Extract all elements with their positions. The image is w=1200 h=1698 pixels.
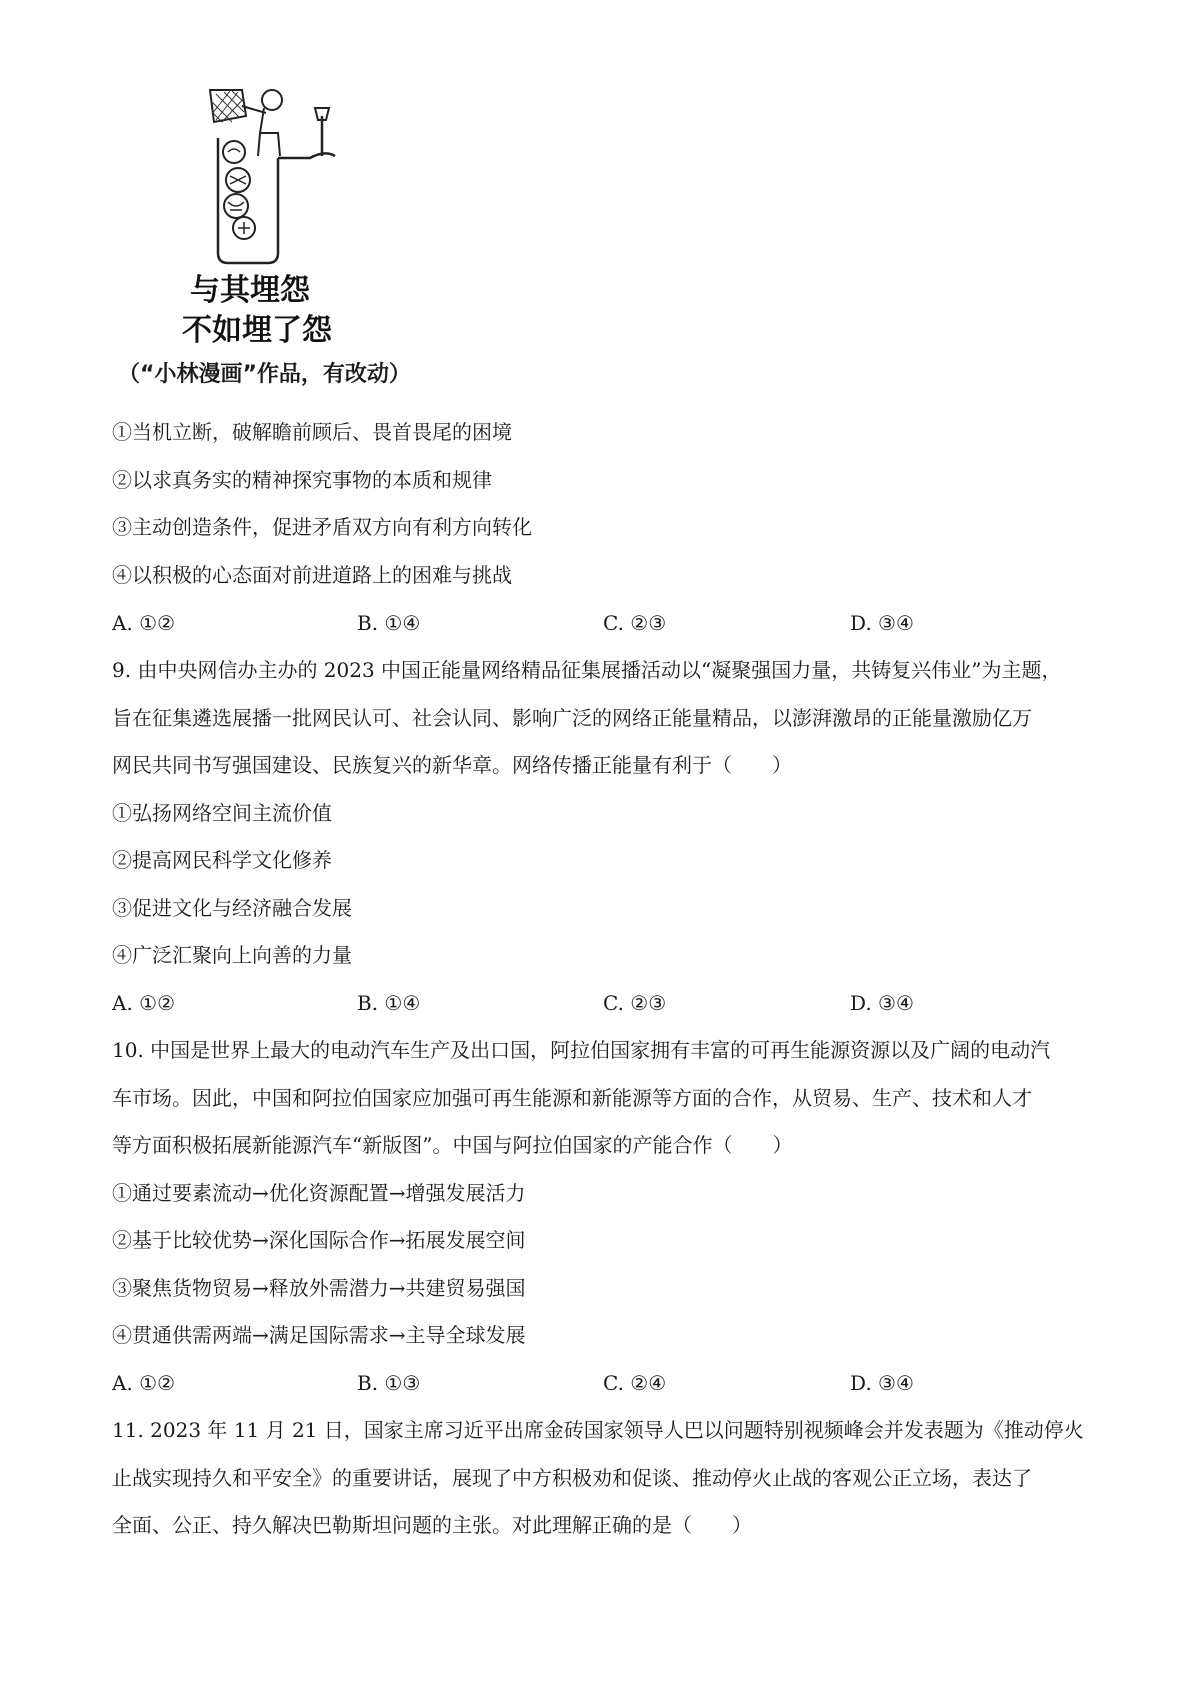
- q10-option-c: C. ②④: [603, 1371, 667, 1395]
- cartoon-drawing: [160, 78, 380, 348]
- q8-option-d: D. ③④: [850, 611, 914, 635]
- cartoon-text-line2: 不如埋了怨: [182, 313, 332, 348]
- q8-option-c: C. ②③: [603, 611, 667, 635]
- q8-item-2: ②以求真务实的精神探究事物的本质和规律: [112, 468, 492, 492]
- q9-item-1: ①弘扬网络空间主流价值: [112, 801, 332, 825]
- q9-option-a: A. ①②: [112, 991, 176, 1015]
- q9-item-3: ③促进文化与经济融合发展: [112, 896, 352, 920]
- q9-option-b: B. ①④: [357, 991, 421, 1015]
- q10-option-d: D. ③④: [850, 1371, 914, 1395]
- q9-stem-line-1: 9. 由中央网信办主办的 2023 中国正能量网络精品征集展播活动以“凝聚强国力量，共铸复兴伟业”为主题，: [112, 658, 1062, 682]
- q10-option-a: A. ①②: [112, 1371, 176, 1395]
- q8-item-4: ④以积极的心态面对前进道路上的困难与挑战: [112, 563, 512, 587]
- q10-stem-line-1: 10. 中国是世界上最大的电动汽车生产及出口国，阿拉伯国家拥有丰富的可再生能源资源以及广阔的电动汽: [112, 1038, 1051, 1062]
- cartoon-caption: （“小林漫画”作品，有改动）: [118, 362, 411, 387]
- q11-stem-line-1: 11. 2023 年 11 月 21 日，国家主席习近平出席金砖国家领导人巴以问题特别视频峰会并发表题为《推动停火: [112, 1418, 1084, 1442]
- q8-option-a: A. ①②: [112, 611, 176, 635]
- q8-item-1: ①当机立断，破解瞻前顾后、畏首畏尾的困境: [112, 420, 512, 444]
- q10-item-1: ①通过要素流动→优化资源配置→增强发展活力: [112, 1181, 526, 1205]
- q10-item-3: ③聚焦货物贸易→释放外需潜力→共建贸易强国: [112, 1276, 526, 1300]
- q10-stem-line-3: 等方面积极拓展新能源汽车“新版图”。中国与阿拉伯国家的产能合作（ ）: [112, 1133, 793, 1157]
- cartoon-illustration: [160, 78, 380, 348]
- q11-stem-line-2: 止战实现持久和平安全》的重要讲话，展现了中方积极劝和促谈、推动停火止战的客观公正立场，表达了: [112, 1466, 1032, 1490]
- q10-item-4: ④贯通供需两端→满足国际需求→主导全球发展: [112, 1323, 526, 1347]
- q10-item-2: ②基于比较优势→深化国际合作→拓展发展空间: [112, 1228, 526, 1252]
- q11-stem-line-3: 全面、公正、持久解决巴勒斯坦问题的主张。对此理解正确的是（ ）: [112, 1513, 752, 1537]
- q8-option-b: B. ①④: [357, 611, 421, 635]
- cartoon-text-line1: 与其埋怨: [190, 273, 310, 308]
- q9-item-4: ④广泛汇聚向上向善的力量: [112, 943, 352, 967]
- q10-stem-line-2: 车市场。因此，中国和阿拉伯国家应加强可再生能源和新能源等方面的合作，从贸易、生产、技术和人才: [112, 1086, 1032, 1110]
- q8-item-3: ③主动创造条件，促进矛盾双方向有利方向转化: [112, 515, 532, 539]
- q9-item-2: ②提高网民科学文化修养: [112, 848, 332, 872]
- q9-option-d: D. ③④: [850, 991, 914, 1015]
- q10-option-b: B. ①③: [357, 1371, 421, 1395]
- q9-option-c: C. ②③: [603, 991, 667, 1015]
- q9-stem-line-2: 旨在征集遴选展播一批网民认可、社会认同、影响广泛的网络正能量精品，以澎湃激昂的正能量激励亿万: [112, 706, 1032, 730]
- q9-stem-line-3: 网民共同书写强国建设、民族复兴的新华章。网络传播正能量有利于（ ）: [112, 753, 792, 777]
